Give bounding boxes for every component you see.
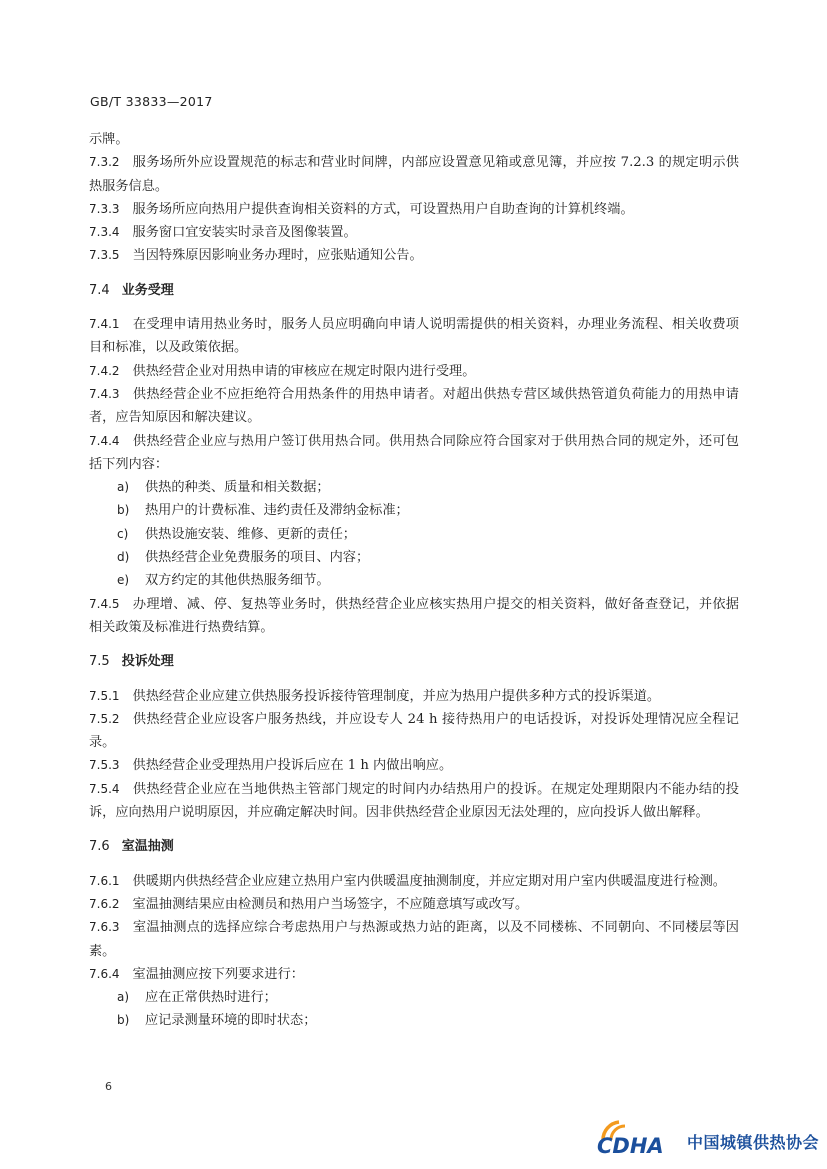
clause-paragraph bbox=[89, 383, 739, 430]
section-heading bbox=[89, 279, 739, 302]
clause-text: 供热经营企业受理热用户投诉后应在 1 h 内做出响应。 bbox=[132, 758, 453, 774]
section-title: 业务受理 bbox=[121, 282, 174, 298]
clause-paragraph bbox=[89, 151, 739, 198]
clause-number: 7.6.1 bbox=[89, 873, 120, 888]
clause-text: 服务场所应向热用户提供查询相关资料的方式，可设置热用户自助查询的计算机终端。 bbox=[132, 201, 634, 217]
list-item-text: 供热的种类、质量和相关数据； bbox=[145, 480, 330, 496]
clause-text: 室温抽测结果应由检测员和热用户当场签字，不应随意填写或改写。 bbox=[132, 896, 529, 912]
clause-number: 7.6.3 bbox=[89, 920, 120, 935]
list-item bbox=[89, 1009, 739, 1032]
list-item-label: a) bbox=[117, 480, 130, 495]
clause-paragraph bbox=[89, 593, 739, 640]
clause-number: 7.4.2 bbox=[89, 363, 120, 378]
clause-text: 室温抽测应按下列要求进行： bbox=[132, 966, 304, 982]
clause-text: 供热经营企业应在当地供热主管部门规定的时间内办结热用户的投诉。在规定处理期限内不能办结的投诉，应向热用户说明原因，并应确定解决时间。因非供热经营企业原因无法处理的，应向投诉人做出解释。 bbox=[89, 781, 739, 821]
clause-number: 7.4.4 bbox=[89, 433, 120, 448]
clause-number: 7.4.1 bbox=[89, 317, 120, 332]
list-item-text: 双方约定的其他供热服务细节。 bbox=[145, 573, 330, 589]
list-item bbox=[89, 569, 739, 592]
clause-number: 7.4.5 bbox=[89, 596, 120, 611]
clause-text: 供热经营企业应设客户服务热线，并应设专人 24 h 接待热用户的电话投诉，对投诉处理情况应全程记录。 bbox=[89, 711, 739, 751]
logo-mark-text: CDHA bbox=[597, 1134, 664, 1158]
clause-number: 7.4.3 bbox=[89, 386, 120, 401]
clause-number: 7.5.4 bbox=[89, 781, 120, 796]
section-number: 7.6 bbox=[89, 839, 110, 855]
clause-paragraph bbox=[89, 778, 739, 825]
list-item-label: b) bbox=[117, 1013, 130, 1028]
section-number: 7.4 bbox=[89, 282, 110, 298]
clause-text: 供热经营企业应建立供热服务投诉接待管理制度，并应为热用户提供多种方式的投诉渠道。 bbox=[132, 688, 661, 704]
clause-paragraph bbox=[89, 963, 739, 986]
footer-logo bbox=[595, 1118, 825, 1158]
clause-text: 当因特殊原因影响业务办理时，应张贴通知公告。 bbox=[132, 248, 423, 264]
list-item-label: c) bbox=[117, 526, 129, 541]
list-item bbox=[89, 476, 739, 499]
document-body bbox=[89, 128, 739, 1033]
clause-text: 室温抽测点的选择应综合考虑热用户与热源或热力站的距离，以及不同楼栋、不同朝向、不同楼层等因素。 bbox=[89, 920, 739, 959]
section-heading bbox=[89, 835, 739, 858]
logo-org-name: 中国城镇供热协会 bbox=[687, 1133, 820, 1152]
clause-number: 7.3.5 bbox=[89, 248, 120, 263]
section-number: 7.5 bbox=[89, 654, 110, 670]
list-item-text: 应在正常供热时进行； bbox=[145, 990, 277, 1006]
list-item bbox=[89, 499, 739, 522]
clause-text: 供热经营企业不应拒绝符合用热条件的用热申请者。对超出供热专营区域供热管道负荷能力的用热申请者，应告知原因和解决建议。 bbox=[89, 386, 739, 426]
clause-text: 供热经营企业对用热申请的审核应在规定时限内进行受理。 bbox=[132, 363, 476, 379]
clause-number: 7.6.4 bbox=[89, 966, 120, 981]
clause-text: 供热经营企业应与热用户签订供用热合同。供用热合同除应符合国家对于供用热合同的规定外，还可包括下列内容： bbox=[89, 433, 739, 472]
clause-text: 示牌。 bbox=[89, 132, 129, 147]
clause-paragraph bbox=[89, 128, 739, 151]
clause-text: 服务场所外应设置规范的标志和营业时间牌，内部应设置意见箱或意见簿，并应按 7.2.3 的规定明示供热服务信息。 bbox=[89, 155, 739, 194]
clause-paragraph bbox=[89, 893, 739, 916]
clause-paragraph bbox=[89, 708, 739, 755]
clause-paragraph bbox=[89, 244, 739, 267]
clause-text: 在受理申请用热业务时，服务人员应明确向申请人说明需提供的相关资料，办理业务流程、相关收费项目和标准，以及政策依据。 bbox=[89, 317, 739, 356]
clause-number: 7.6.2 bbox=[89, 896, 120, 911]
section-title: 投诉处理 bbox=[121, 654, 174, 670]
section-title: 室温抽测 bbox=[121, 839, 174, 855]
clause-paragraph bbox=[89, 198, 739, 221]
clause-number: 7.3.4 bbox=[89, 225, 120, 240]
clause-paragraph bbox=[89, 685, 739, 708]
clause-number: 7.5.2 bbox=[89, 711, 120, 726]
list-item-label: e) bbox=[117, 573, 130, 588]
clause-text: 供暖期内供热经营企业应建立热用户室内供暖温度抽测制度，并应定期对用户室内供暖温度进行检测。 bbox=[132, 873, 726, 889]
list-item bbox=[89, 986, 739, 1009]
section-heading bbox=[89, 650, 739, 673]
clause-paragraph bbox=[89, 430, 739, 477]
clause-paragraph bbox=[89, 313, 739, 360]
page-number: 6 bbox=[105, 1080, 112, 1093]
clause-number: 7.5.1 bbox=[89, 688, 120, 703]
list-item-label: b) bbox=[117, 503, 130, 518]
list-item-label: d) bbox=[117, 550, 130, 565]
clause-paragraph bbox=[89, 870, 739, 893]
cdha-logo-icon bbox=[595, 1118, 687, 1158]
clause-number: 7.3.2 bbox=[89, 155, 120, 170]
clause-paragraph bbox=[89, 221, 739, 244]
clause-text: 办理增、减、停、复热等业务时，供热经营企业应核实热用户提交的相关资料，做好备查登记，并依据相关政策及标准进行热费结算。 bbox=[89, 596, 739, 635]
list-item bbox=[89, 546, 739, 569]
clause-number: 7.5.3 bbox=[89, 758, 120, 773]
clause-text: 服务窗口宜安装实时录音及图像装置。 bbox=[132, 225, 357, 241]
clause-paragraph bbox=[89, 916, 739, 963]
list-item bbox=[89, 523, 739, 546]
clause-number: 7.3.3 bbox=[89, 201, 120, 216]
list-item-text: 供热设施安装、维修、更新的责任； bbox=[145, 526, 356, 542]
list-item-text: 应记录测量环境的即时状态； bbox=[145, 1013, 317, 1029]
clause-paragraph bbox=[89, 754, 739, 777]
clause-paragraph bbox=[89, 360, 739, 383]
list-item-text: 热用户的计费标准、违约责任及滞纳金标准； bbox=[145, 503, 409, 519]
list-item-text: 供热经营企业免费服务的项目、内容； bbox=[145, 550, 370, 566]
list-item-label: a) bbox=[117, 990, 130, 1005]
document-header-code: GB/T 33833—2017 bbox=[90, 94, 213, 109]
